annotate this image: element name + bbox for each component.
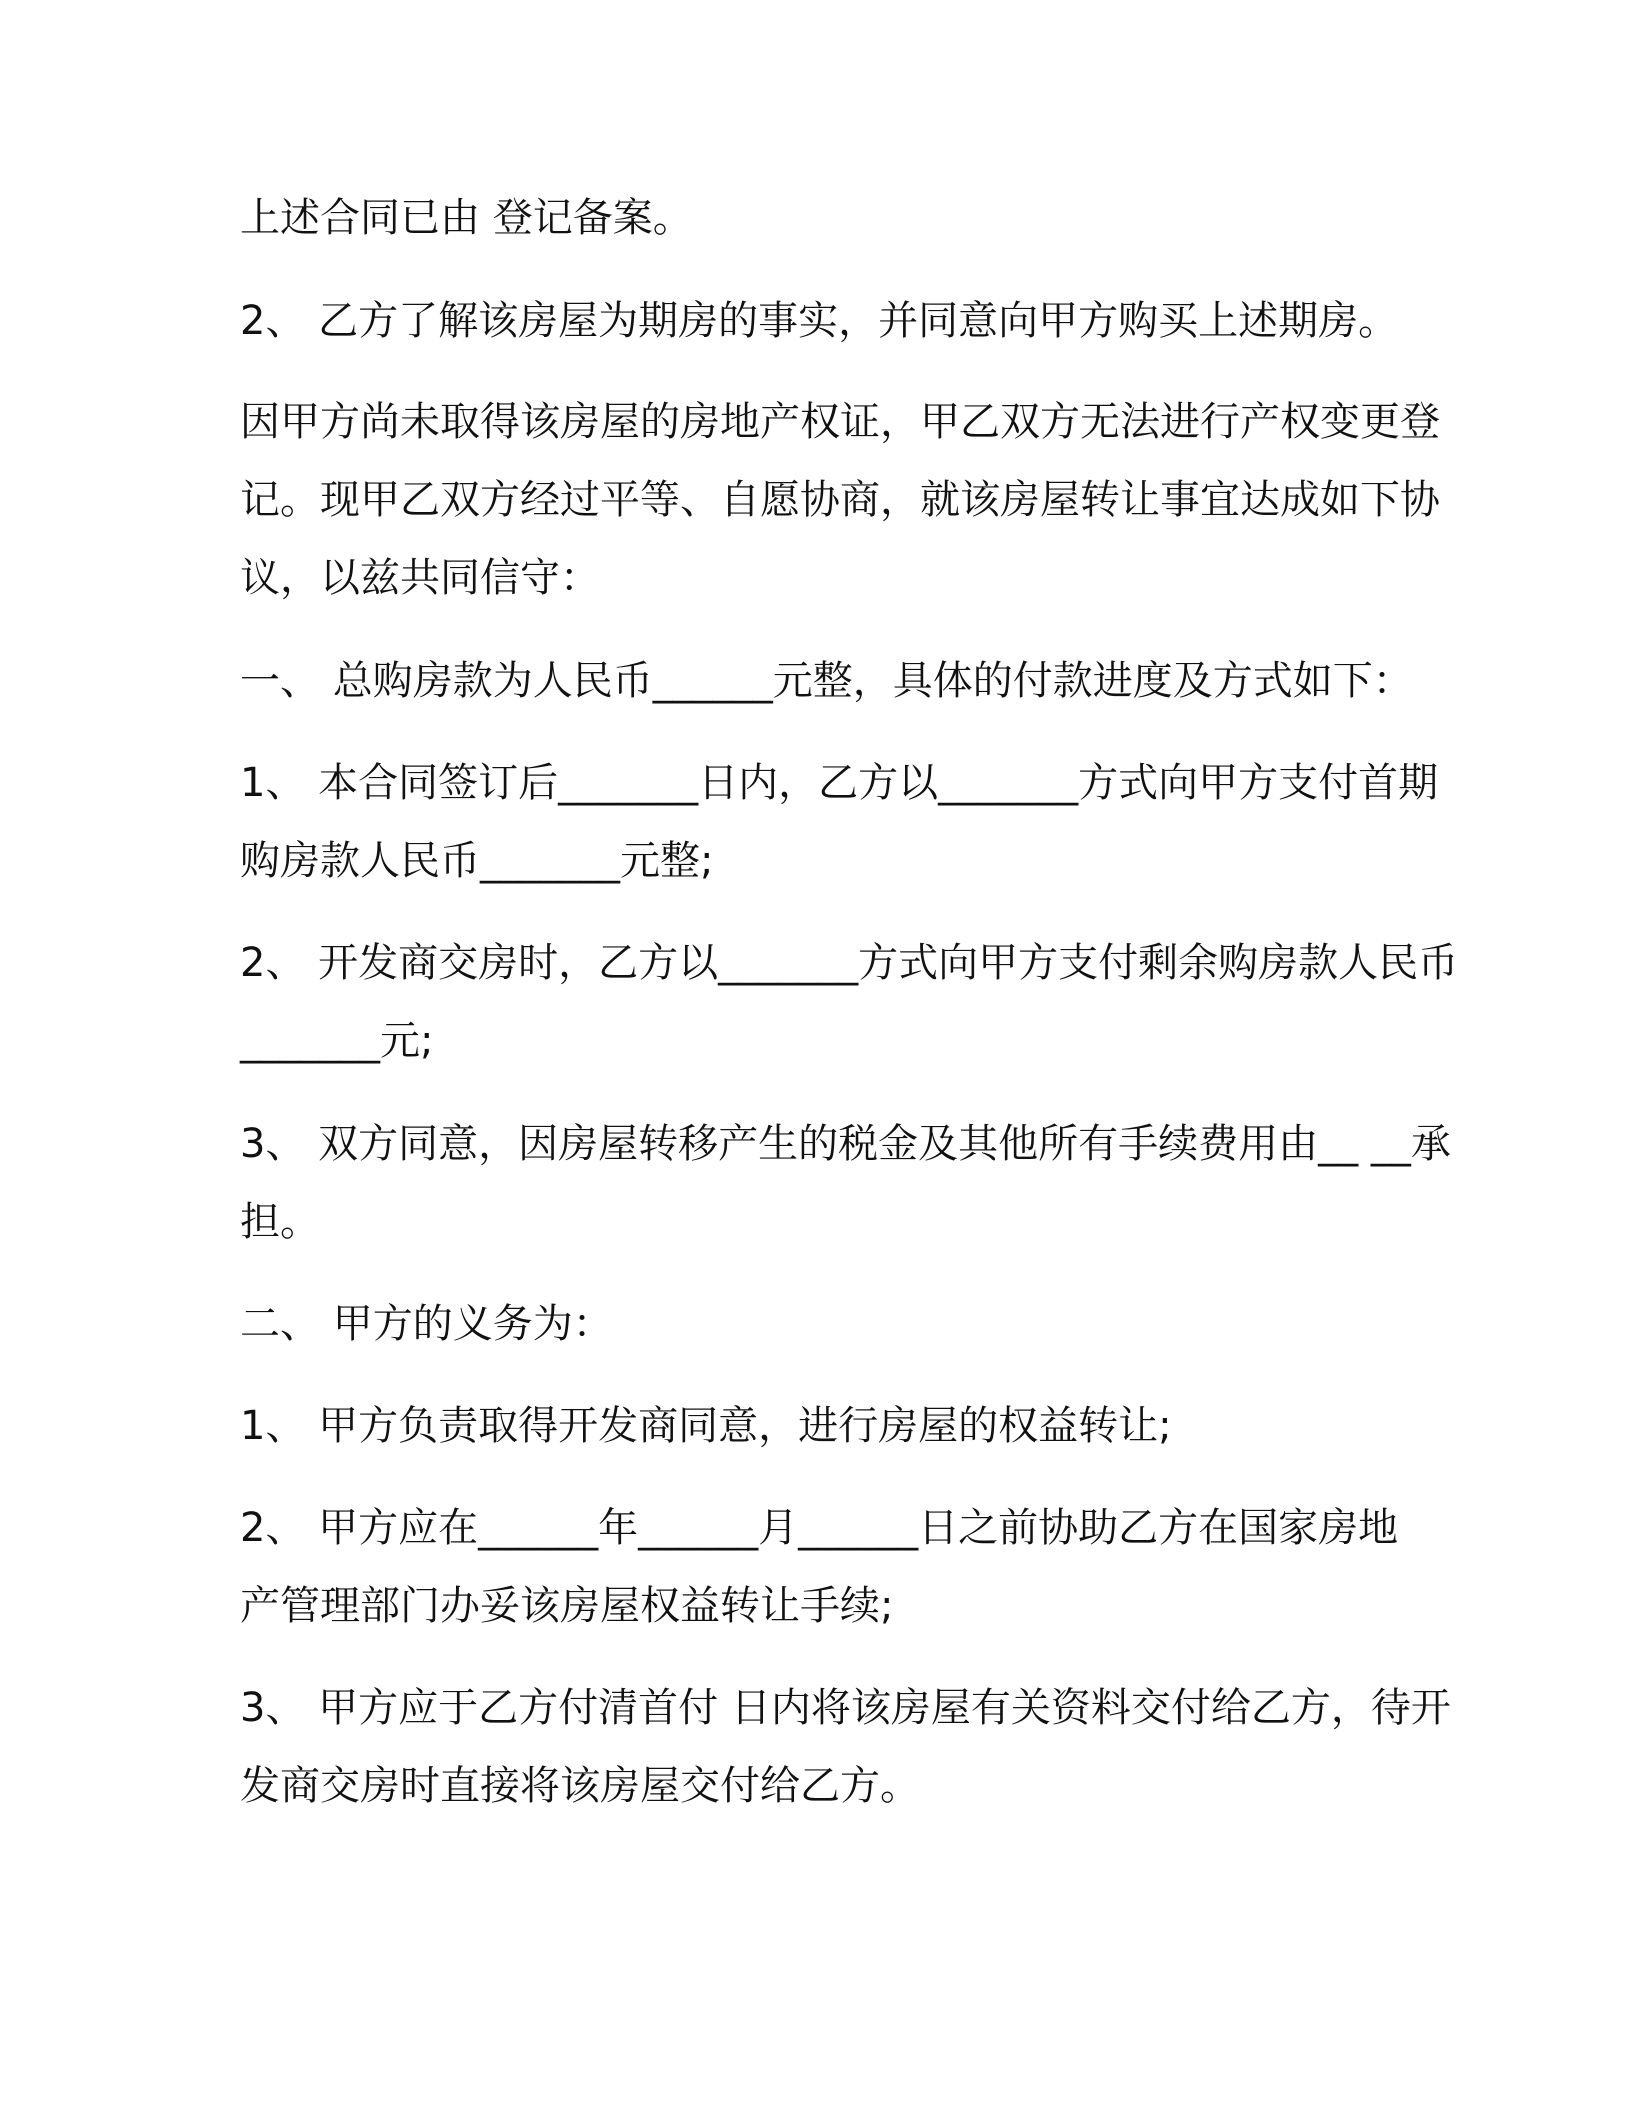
line-preamble-1: 因甲方尚未取得该房屋的房地产权证，甲乙双方无法进行产权变更登 xyxy=(240,399,1440,445)
line-duty-1: 1、 甲方负责取得开发商同意，进行房屋的权益转让; xyxy=(240,1403,1172,1449)
line-preamble-2: 记。现甲乙双方经过平等、自愿协商，就该房屋转让事宜达成如下协 xyxy=(240,477,1440,523)
line-duty-2b: 产管理部门办妥该房屋权益转让手续; xyxy=(240,1583,894,1629)
line-duty-3a: 3、 甲方应于乙方付清首付 日内将该房屋有关资料交付给乙方，待开 xyxy=(240,1685,1451,1731)
line-payment-3b: 担。 xyxy=(240,1199,320,1245)
line-payment-1b: 购房款人民币_______元整; xyxy=(240,838,714,884)
line-section-2-title: 二、 甲方的义务为： xyxy=(240,1301,613,1347)
line-payment-3a: 3、 双方同意，因房屋转移产生的税金及其他所有手续费用由__ __承 xyxy=(240,1121,1451,1167)
line-payment-1a: 1、 本合同签订后_______日内，乙方以_______方式向甲方支付首期 xyxy=(240,760,1439,806)
line-duty-2a: 2、 甲方应在______年______月______日之前协助乙方在国家房地 xyxy=(240,1505,1399,1551)
line-preamble-3: 议，以兹共同信守： xyxy=(240,555,600,601)
line-registration: 上述合同已由 登记备案。 xyxy=(240,195,693,241)
line-section-1-title: 一、 总购房款为人民币______元整，具体的付款进度及方式如下： xyxy=(240,658,1413,704)
line-payment-2a: 2、 开发商交房时，乙方以_______方式向甲方支付剩余购房款人民币 xyxy=(240,940,1459,986)
line-duty-3b: 发商交房时直接将该房屋交付给乙方。 xyxy=(240,1763,920,1809)
line-payment-2b: _______元; xyxy=(240,1018,434,1064)
line-clause-2-buyer-aware: 2、 乙方了解该房屋为期房的事实，并同意向甲方购买上述期房。 xyxy=(240,298,1399,344)
